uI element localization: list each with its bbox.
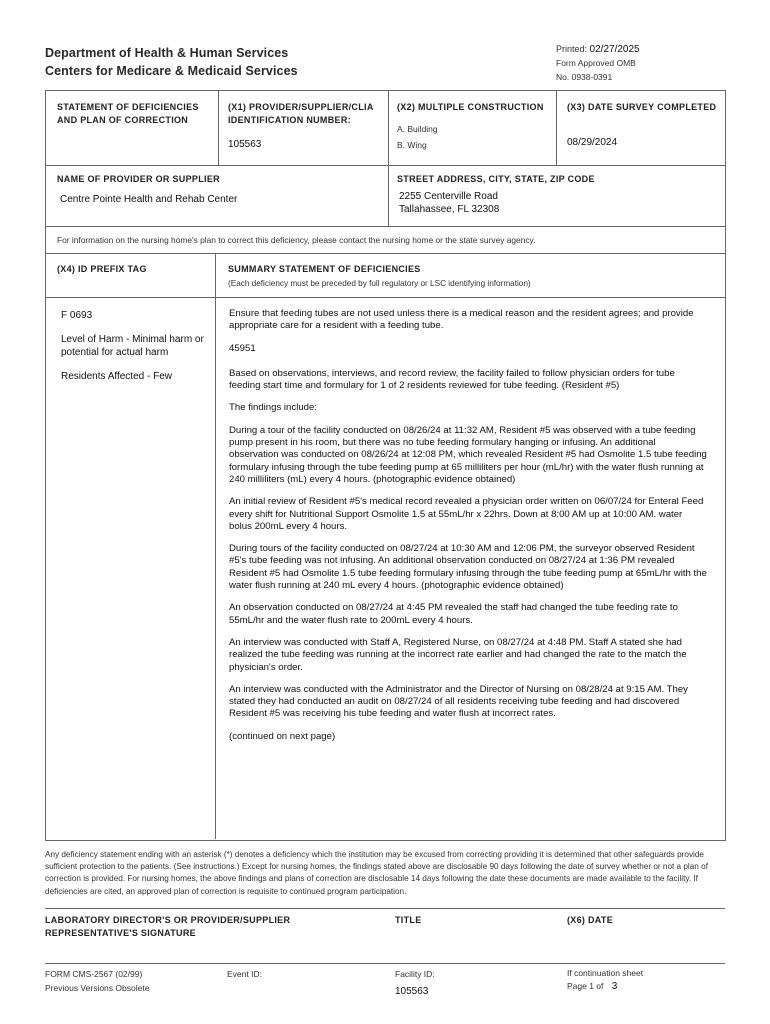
narrative-paragraph: An observation conducted on 08/27/24 at 4:45 PM revealed the staff had changed the tube feeding rate to 55mL/hr and the water flush rate to 200mL every 4 hours. [229, 602, 678, 626]
narrative-paragraph: An initial review of Resident #5's medical record revealed a physician order written on 06/07/24 for Enteral Feed every shift for Nutritional Support Osmolite 1.5 at 55mL/hr x 22hrs. Down at 8:00 AM up at 10:00 AM. water bolus 200mL every 4 hours. [229, 496, 704, 532]
divider [218, 90, 219, 165]
summary-label: SUMMARY STATEMENT OF DEFICIENCIES [228, 264, 421, 274]
continued-note: (continued on next page) [229, 730, 336, 742]
page-label: Page 1 of [567, 981, 604, 991]
page-total: 3 [611, 981, 618, 992]
divider [45, 297, 725, 298]
x2-building: A. Building [397, 124, 438, 134]
divider [45, 253, 725, 254]
narrative-paragraph: An interview was conducted with Staff A, Registered Nurse, on 08/27/24 at 4:48 PM. Staff A stated she had realized the tube feeding was running at the incorrect rate earlier and had changed the rate to the match the physician's order. [229, 636, 687, 673]
summary-subtitle: (Each deficiency must be preceded by full regulatory or LSC identifying information) [228, 279, 531, 288]
centers-title: Centers for Medicare & Medicaid Services [45, 64, 298, 78]
previous-versions: Previous Versions Obsolete [45, 983, 150, 993]
narrative-paragraph: 45951 [229, 342, 256, 354]
x4-label: (X4) ID PREFIX TAG [57, 264, 147, 274]
info-note: For information on the nursing home's plan to correct this deficiency, please contact the nursing home or the state survey agency. [57, 235, 536, 245]
facility-id-value: 105563 [395, 986, 429, 997]
printed-label: Printed: [556, 44, 588, 54]
divider [45, 908, 725, 909]
date-label: (X6) DATE [567, 915, 614, 925]
printed-line [556, 44, 640, 55]
address-line1: 2255 Centerville Road [399, 191, 498, 202]
x2-wing: B. Wing [397, 140, 427, 150]
printed-date: 02/27/2025 [589, 44, 640, 55]
deficiency-tag: F 0693 [61, 310, 93, 321]
deficiency-narrative [229, 308, 707, 753]
address-line2: Tallahassee, FL 32308 [399, 204, 500, 215]
narrative-paragraph: Based on observations, interviews, and record review, the facility failed to follow physician orders for tube feeding start time and formulary for 1 of 2 residents reviewed for tube feeding. (Resident #5) [229, 367, 675, 392]
level-of-harm: Level of Harm - Minimal harm or potential for actual harm [61, 334, 204, 358]
divider [556, 90, 557, 165]
narrative-paragraph: The findings include: [229, 402, 317, 414]
divider [388, 90, 389, 165]
facility-id-label: Facility ID: [395, 969, 435, 979]
narrative-paragraph: An interview was conducted with the Administrator and the Director of Nursing on 08/28/24 at 9:15 AM. They stated they had conducted an audit on 08/27/24 of all residents receiving tube feeding and had discovered Resident #5 was receiving his tube feeding and water flush at incorrect rates. [229, 683, 688, 720]
narrative-paragraph: During tours of the facility conducted on 08/27/24 at 10:30 AM and 12:06 PM, the surveyor observed Resident #5's tube feeding was not infusing. An additional observation conducted on 08/27/24 at 1:36 PM revealed Resident #5 had Osmolite 1.5 tube feeding formulary infusing through the tube feeding pump at 65mL/hr with the water flush running at 240 mL every 4 hours. (photographic evidence obtained) [229, 543, 707, 592]
statement-label: STATEMENT OF DEFICIENCIES AND PLAN OF CORRECTION [57, 102, 199, 125]
x3-label: (X3) DATE SURVEY COMPLETED [567, 102, 717, 112]
title-label: TITLE [395, 915, 422, 925]
narrative-paragraph: Ensure that feeding tubes are not used unless there is a medical reason and the resident agrees; and provide appropriate care for a resident with a feeding tube. [229, 308, 694, 332]
residents-affected: Residents Affected - Few [61, 371, 172, 382]
divider [45, 963, 725, 964]
continuation-note: If continuation sheet [567, 968, 644, 978]
form-approved: Form Approved OMB [556, 58, 636, 68]
address-label: STREET ADDRESS, CITY, STATE, ZIP CODE [397, 174, 595, 184]
x2-label: (X2) MULTIPLE CONSTRUCTION [397, 102, 544, 112]
x1-value: 105563 [228, 139, 262, 150]
x3-value: 08/29/2024 [567, 137, 618, 148]
divider [388, 165, 389, 226]
divider [45, 165, 725, 166]
provider-label: NAME OF PROVIDER OR SUPPLIER [57, 174, 220, 184]
department-title: Department of Health & Human Services [45, 46, 289, 60]
divider [215, 253, 216, 839]
divider [45, 226, 725, 227]
event-id-label: Event ID: [227, 969, 262, 979]
omb-number: No. 0938-0391 [556, 72, 613, 82]
page-indicator [567, 981, 617, 992]
x1-label: (X1) PROVIDER/SUPPLIER/CLIA IDENTIFICATION NUMBER: [228, 102, 374, 125]
disclaimer: Any deficiency statement ending with an asterisk (*) denotes a deficiency which the institution may be excused from correcting providing it is determined that other safeguards provide sufficient protection to the patients. (See instructions.) Except for nursing homes, the findings stated above are disclosable 90 days following the date of survey whether or not a plan of correction is provided. For nursing homes, the above findings and plans of correction are disclosable 14 days following the date these documents are made available to the facility. If deficiencies are cited, an approved plan of correction is requisite to continued program participation. [45, 850, 708, 896]
narrative-paragraph: During a tour of the facility conducted on 08/26/24 at 11:32 AM, Resident #5 was observed with a tube feeding pump present in his room, but there was no tube feeding formulary hanging or infusing. An additional observation was conducted on 08/26/24 at 12:08 PM, which revealed Resident #5 had Osmolite 1.5 tube feeding formulary infusing through the tube feeding pump at 65 milliliters per hour (mL/hr) with the water flush running at 240 milliliters (mL) every 4 hours. (photographic evidence obtained) [229, 424, 707, 485]
provider-name: Centre Pointe Health and Rehab Center [60, 194, 238, 205]
signature-label: LABORATORY DIRECTOR'S OR PROVIDER/SUPPLIER REPRESENTATIVE'S SIGNATURE [45, 915, 291, 938]
form-number: FORM CMS-2567 (02/99) [45, 969, 143, 979]
